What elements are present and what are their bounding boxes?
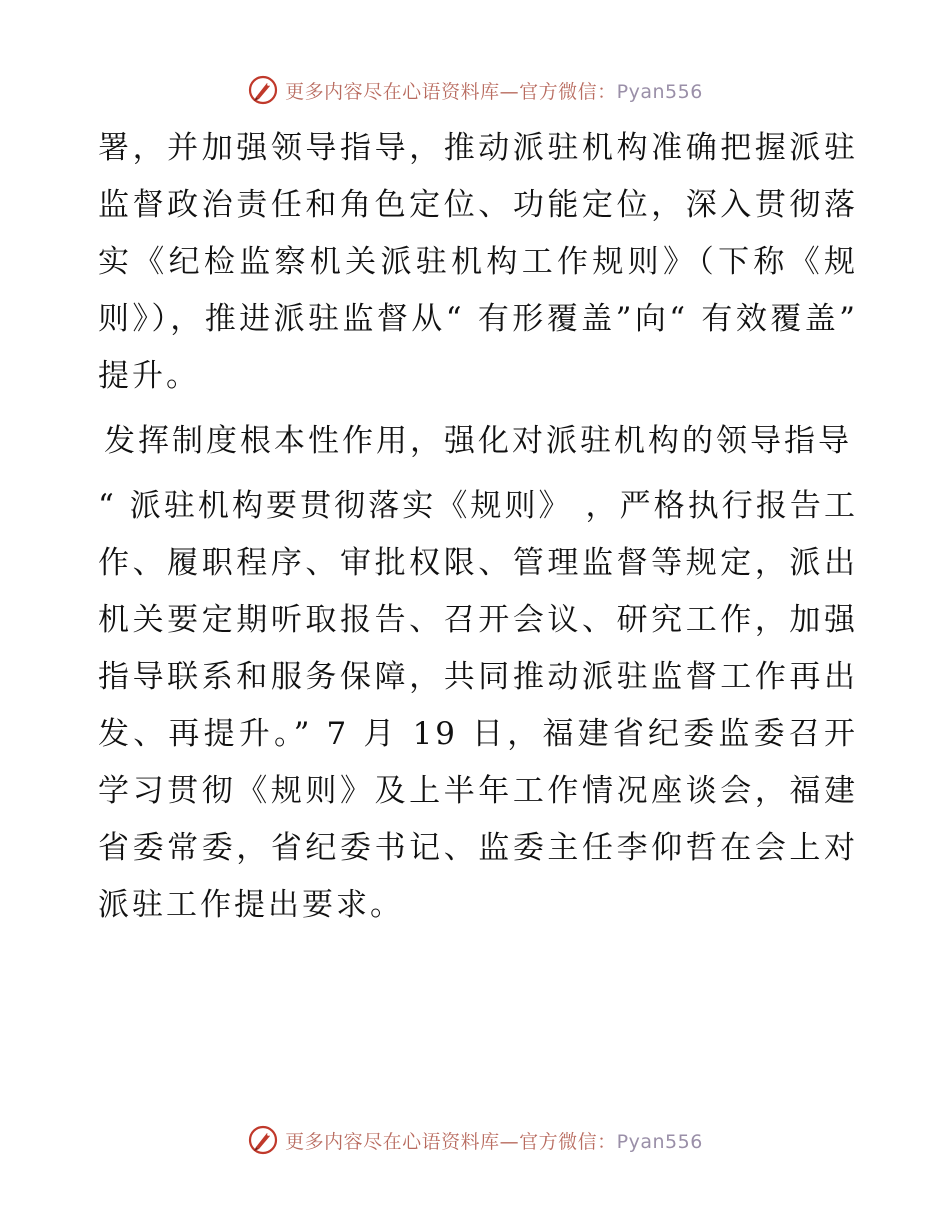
banner-contact-id: Pyan556	[616, 1130, 703, 1153]
banner-promo-text: 更多内容尽在心语资料库—官方微信：	[285, 1130, 617, 1153]
section-heading: 发挥制度根本性作用，强化对派驻机构的领导指导	[104, 423, 852, 459]
body-paragraph: 署，并加强领导指导，推动派驻机构准确把握派驻监督政治责任和角色定位、功能定位，深入贯彻落实《纪检监察机关派驻机构工作规则》（下称《规则》），推进派驻监督从“ 有形覆盖”向“ 有效覆盖” 提升。	[98, 130, 858, 394]
header-banner	[0, 70, 950, 110]
banner-text	[285, 77, 703, 104]
footer-banner	[0, 1120, 950, 1160]
body-paragraph: “ 派驻机构要贯彻落实《规则》 ，严格执行报告工作、履职程序、审批权限、管理监督等规定，派出机关要定期听取报告、召开会议、研究工作，加强指导联系和服务保障，共同推动派驻监督工作再出发、再提升。” 7 月 19 日，福建省纪委监委召开学习贯彻《规则》及上半年工作情况座谈会，福建省委常委，省纪委书记、监委主任李仰哲在会上对派驻工作提出要求。	[98, 488, 858, 923]
banner-promo-text: 更多内容尽在心语资料库—官方微信：	[285, 80, 617, 103]
pen-nib-logo-icon	[247, 1124, 279, 1156]
pen-nib-logo-icon	[247, 74, 279, 106]
document-body	[98, 120, 858, 934]
banner-text	[285, 1127, 703, 1154]
banner-contact-id: Pyan556	[616, 80, 703, 103]
